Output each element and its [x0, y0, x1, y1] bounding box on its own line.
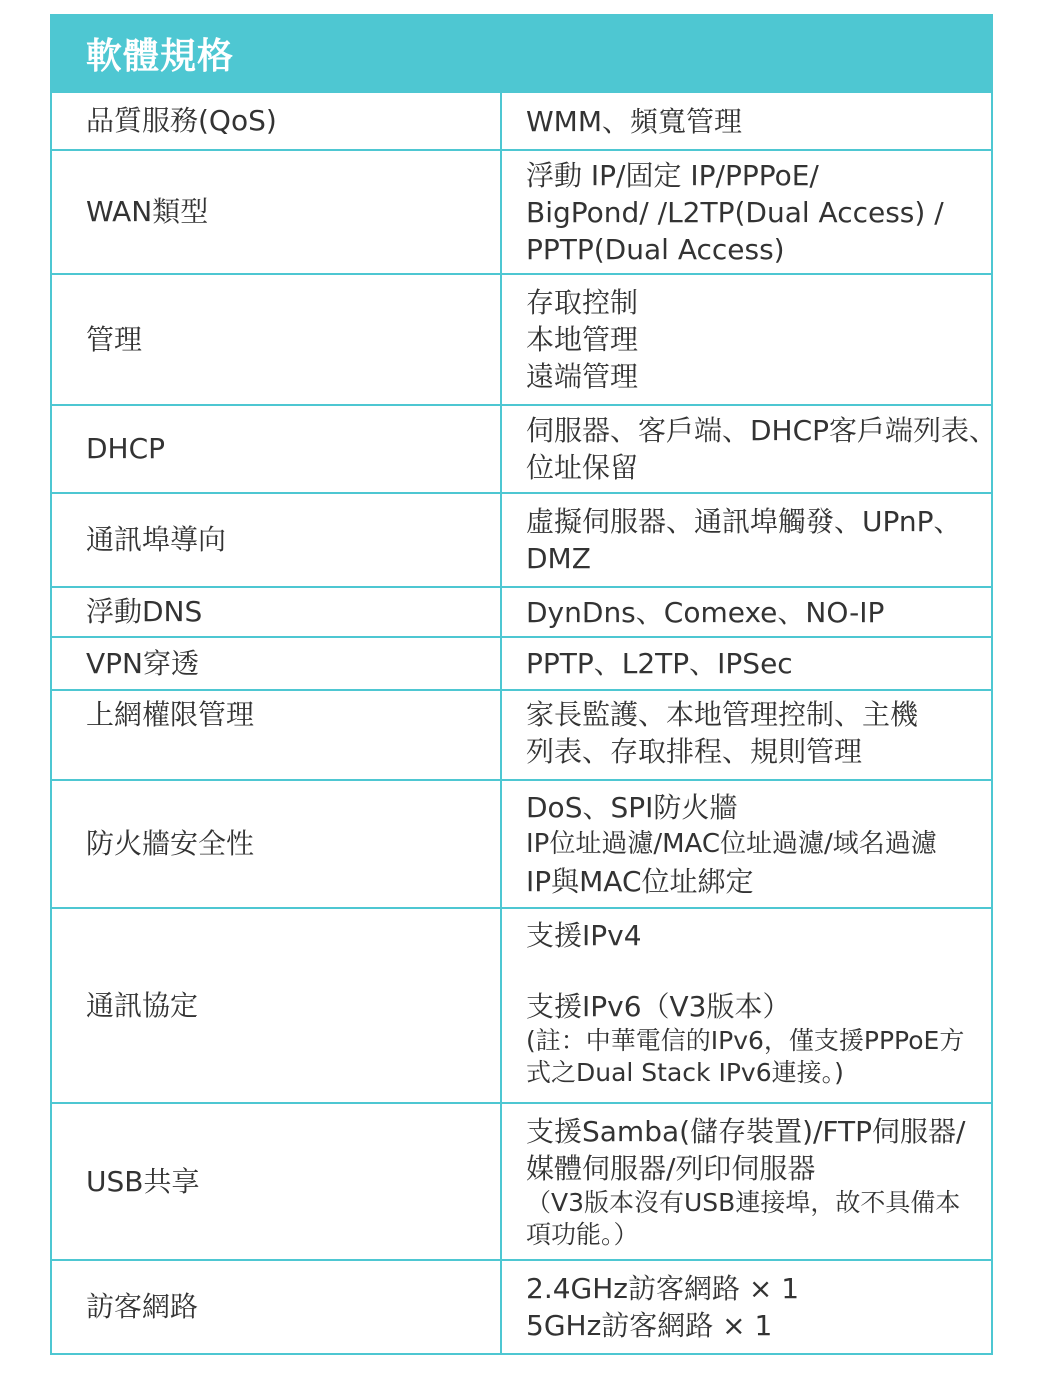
value-line: PPTP(Dual Access): [526, 232, 785, 266]
value-line: 位址保留: [526, 451, 639, 484]
table-row: [52, 779, 991, 907]
row-value: [502, 638, 991, 689]
value-line: 虛擬伺服器、通訊埠觸發、UPnP、: [526, 505, 962, 538]
value-line: 浮動 IP/固定 IP/PPPoE/: [526, 158, 819, 192]
table-header: [52, 16, 991, 91]
table-row: [52, 492, 991, 586]
table-row: [52, 273, 991, 404]
row-label: 上網權限管理: [52, 691, 502, 779]
row-label: USB共享: [52, 1104, 502, 1259]
row-value: [502, 1261, 991, 1353]
table-row: [52, 689, 991, 779]
value-line: 存取控制: [526, 286, 639, 319]
table-row: [52, 907, 991, 1102]
value-line: 支援IPv4: [526, 919, 642, 952]
row-label: 防火牆安全性: [52, 781, 502, 907]
row-label: 浮動DNS: [52, 588, 502, 636]
row-value: [502, 93, 991, 149]
row-value: [502, 494, 991, 586]
row-label: DHCP: [52, 406, 502, 492]
value-line: DynDns、Comexe、NO-IP: [526, 595, 885, 629]
row-label: 通訊埠導向: [52, 494, 502, 586]
value-line: 家長監護、本地管理控制、主機: [526, 698, 919, 731]
table-row: [52, 636, 991, 689]
value-line: 伺服器、客戶端、DHCP客戶端列表、: [526, 414, 998, 447]
value-line: BigPond/ /L2TP(Dual Access) /: [526, 195, 944, 229]
value-line: PPTP、L2TP、IPSec: [526, 647, 793, 680]
value-note: （V3版本沒有USB連接埠，故不具備本項功能。）: [526, 1187, 961, 1249]
value-line: DMZ: [526, 542, 591, 575]
value-line: IP位址過濾/MAC位址過濾/域名過濾: [526, 828, 937, 859]
value-line: 媒體伺服器/列印伺服器: [526, 1151, 816, 1185]
value-line: 5GHz訪客網路 × 1: [526, 1309, 773, 1342]
value-note: (註：中華電信的IPv6，僅支援PPPoE方式之Dual Stack IPv6連接。): [526, 1026, 965, 1087]
value-line: 遠端管理: [526, 360, 639, 393]
value-line: 列表、存取排程、規則管理: [526, 735, 863, 768]
value-line: 支援IPv6（V3版本）: [526, 990, 791, 1023]
table-row: [52, 1259, 991, 1353]
value-line: DoS、SPI防火牆: [526, 790, 738, 824]
row-value: [502, 151, 991, 273]
row-label: 訪客網路: [52, 1261, 502, 1353]
table-row: [52, 91, 991, 149]
row-value: [502, 275, 991, 404]
row-label: 管理: [52, 275, 502, 404]
table-row: [52, 1102, 991, 1259]
table-row: [52, 404, 998, 492]
spec-table: [50, 14, 998, 1355]
row-value: [502, 406, 1003, 492]
row-value: [502, 909, 991, 1102]
row-value: [502, 691, 991, 779]
value-line: 本地管理: [526, 323, 639, 356]
value-line: 支援Samba(儲存裝置)/FTP伺服器/: [526, 1114, 966, 1148]
row-label: 品質服務(QoS): [52, 93, 502, 149]
row-label: 通訊協定: [52, 909, 502, 1102]
value-line: 2.4GHz訪客網路 × 1: [526, 1272, 800, 1305]
row-label: VPN穿透: [52, 638, 502, 689]
value-line: WMM、頻寬管理: [526, 104, 743, 138]
row-value: [502, 781, 991, 907]
table-row: [52, 149, 991, 273]
row-value: [502, 588, 991, 636]
table-row: [52, 586, 991, 636]
row-value: [502, 1104, 991, 1259]
row-label: WAN類型: [52, 151, 502, 273]
value-line: IP與MAC位址綁定: [526, 864, 754, 898]
table-title: 軟體規格: [86, 36, 235, 77]
